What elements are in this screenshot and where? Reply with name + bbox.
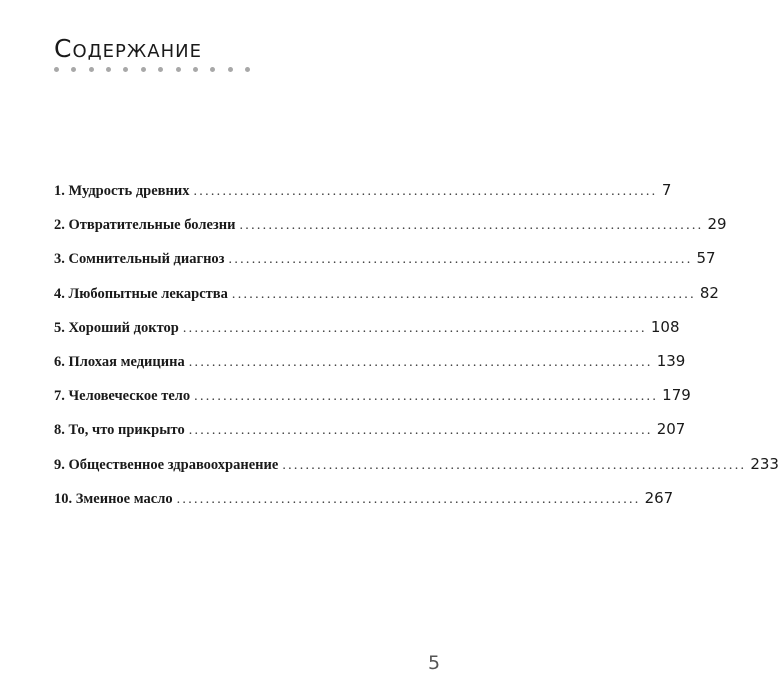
toc-entry-title: 6. Плохая медицина [54,353,185,370]
toc-dot-leader: ................................................................................ [188,354,653,370]
toc-entry-title: 9. Общественное здравоохранение [54,456,279,473]
page-number: 5 [428,652,441,674]
toc-heading: Содержание [54,34,202,63]
toc-entry-page: 108 [650,317,680,336]
toc-dot-leader: ................................................................................ [239,218,704,234]
toc-entry-page: 57 [696,249,716,268]
toc-entry[interactable] [54,215,727,251]
divider-dot [193,67,198,72]
toc-dot-leader: ................................................................................ [182,320,647,336]
toc-entry-page: 179 [662,386,691,405]
toc-entry-title: 8. То, что прикрыто [54,422,185,439]
toc-entry-page: 29 [707,215,727,234]
toc-entry-title: 10. Змеиное масло [54,490,173,507]
dotted-divider [54,66,250,72]
toc-entry[interactable] [54,181,672,217]
divider-dot [228,67,233,72]
toc-entry-page: 7 [661,181,672,199]
toc-dot-leader: ................................................................................ [193,184,658,199]
toc-entry-title: 1. Мудрость древних [54,183,190,199]
toc-entry[interactable] [54,488,674,525]
divider-dot [89,67,94,72]
divider-dot [158,67,163,72]
toc-dot-leader: ................................................................................ [231,286,696,302]
toc-dot-leader: ................................................................................ [188,423,653,439]
divider-dot [245,67,250,72]
divider-dot [54,67,59,72]
toc-entry-page: 139 [656,351,686,370]
toc-entry-page: 82 [699,283,719,302]
toc-entry[interactable] [54,454,779,491]
divider-dot [71,67,76,72]
toc-dot-leader: ................................................................................ [228,252,693,268]
toc-entry-page: 267 [644,488,674,507]
toc-entry[interactable] [54,351,686,388]
divider-dot [141,67,146,72]
toc-entry-page: 207 [656,420,686,439]
toc-entry-page: 233 [750,454,779,473]
toc-entry[interactable] [54,317,680,354]
toc-entry[interactable] [54,249,716,285]
divider-dot [210,67,215,72]
toc-dot-leader: ................................................................................ [282,457,747,473]
toc-entry-title: 5. Хороший доктор [54,319,179,336]
toc-entry[interactable] [54,420,686,456]
toc-dot-leader: ................................................................................ [176,491,641,507]
table-of-contents [54,181,779,525]
toc-entry[interactable] [54,386,691,422]
toc-entry-title: 3. Сомнительный диагноз [54,251,225,268]
divider-dot [123,67,128,72]
toc-entry-title: 7. Человеческое тело [54,388,191,405]
toc-entry[interactable] [54,283,719,320]
toc-entry-title: 4. Любопытные лекарства [54,285,228,302]
divider-dot [176,67,181,72]
toc-entry-title: 2. Отвратительные болезни [54,217,236,234]
divider-dot [106,67,111,72]
toc-dot-leader: ................................................................................ [194,389,659,405]
